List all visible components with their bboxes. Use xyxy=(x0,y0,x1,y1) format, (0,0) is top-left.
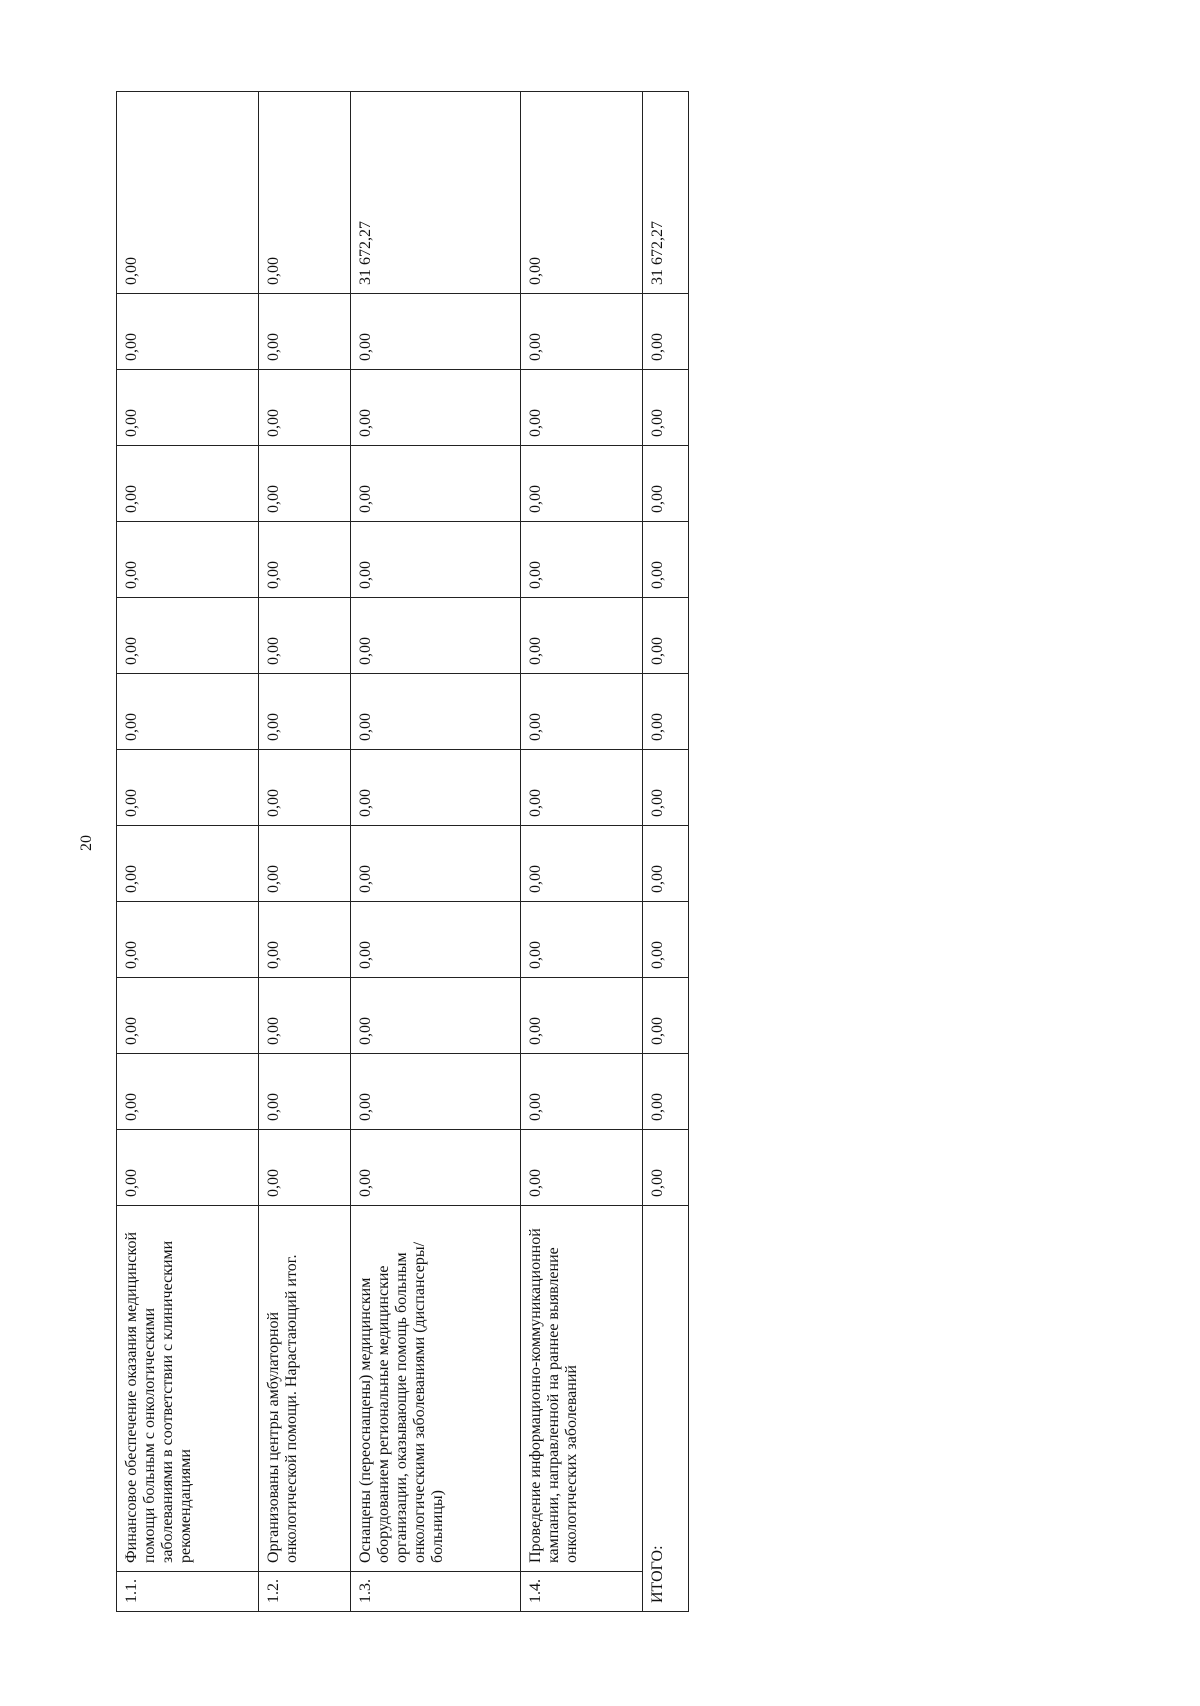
value-cell: 0,00 xyxy=(259,1130,351,1206)
value-cell: 0,00 xyxy=(643,1130,689,1206)
row-description: Финансовое обеспечение оказания медицинской помощи больным с онкологическими заболеваниями в соответствии с клиническими рекомендациями xyxy=(117,1206,259,1572)
value-cell: 0,00 xyxy=(643,750,689,826)
value-cell: 0,00 xyxy=(117,1130,259,1206)
value-cell: 0,00 xyxy=(351,522,521,598)
value-cell: 0,00 xyxy=(351,902,521,978)
row-number: 1.1. xyxy=(117,1572,259,1612)
rotated-table-container xyxy=(116,92,688,1612)
value-cell: 0,00 xyxy=(521,902,643,978)
value-cell: 0,00 xyxy=(117,1054,259,1130)
grand-total-cell: 31 672,27 xyxy=(643,92,689,294)
value-cell: 0,00 xyxy=(521,826,643,902)
value-cell: 0,00 xyxy=(259,750,351,826)
total-label: ИТОГО: xyxy=(643,1206,689,1612)
value-cell: 0,00 xyxy=(351,1054,521,1130)
value-cell: 0,00 xyxy=(521,1054,643,1130)
value-cell: 0,00 xyxy=(351,750,521,826)
table-body xyxy=(117,92,689,1612)
total-cell: 31 672,27 xyxy=(351,92,521,294)
value-cell: 0,00 xyxy=(117,674,259,750)
value-cell: 0,00 xyxy=(351,370,521,446)
value-cell: 0,00 xyxy=(259,598,351,674)
value-cell: 0,00 xyxy=(117,370,259,446)
value-cell: 0,00 xyxy=(351,826,521,902)
value-cell: 0,00 xyxy=(259,902,351,978)
value-cell: 0,00 xyxy=(643,978,689,1054)
value-cell: 0,00 xyxy=(117,750,259,826)
value-cell: 0,00 xyxy=(117,522,259,598)
value-cell: 0,00 xyxy=(643,902,689,978)
value-cell: 0,00 xyxy=(643,522,689,598)
total-cell: 0,00 xyxy=(259,92,351,294)
value-cell: 0,00 xyxy=(117,598,259,674)
total-cell: 0,00 xyxy=(117,92,259,294)
value-cell: 0,00 xyxy=(259,674,351,750)
table-row xyxy=(117,92,259,1612)
table-row xyxy=(521,92,643,1612)
value-cell: 0,00 xyxy=(259,826,351,902)
page-number: 20 xyxy=(78,835,95,851)
row-number: 1.4. xyxy=(521,1572,643,1612)
value-cell: 0,00 xyxy=(643,826,689,902)
value-cell: 0,00 xyxy=(643,1054,689,1130)
value-cell: 0,00 xyxy=(351,978,521,1054)
value-cell: 0,00 xyxy=(643,294,689,370)
value-cell: 0,00 xyxy=(643,598,689,674)
value-cell: 0,00 xyxy=(521,522,643,598)
value-cell: 0,00 xyxy=(521,598,643,674)
value-cell: 0,00 xyxy=(521,294,643,370)
value-cell: 0,00 xyxy=(117,446,259,522)
value-cell: 0,00 xyxy=(259,978,351,1054)
value-cell: 0,00 xyxy=(259,522,351,598)
value-cell: 0,00 xyxy=(117,826,259,902)
value-cell: 0,00 xyxy=(351,598,521,674)
value-cell: 0,00 xyxy=(521,370,643,446)
value-cell: 0,00 xyxy=(259,370,351,446)
value-cell: 0,00 xyxy=(117,978,259,1054)
row-description: Проведение информационно-коммуникационной кампании, направленной на раннее выявление онкологических заболеваний xyxy=(521,1206,643,1572)
value-cell: 0,00 xyxy=(259,446,351,522)
row-description: Организованы центры амбулаторной онкологической помощи. Нарастающий итог. xyxy=(259,1206,351,1572)
value-cell: 0,00 xyxy=(521,750,643,826)
rotated-table xyxy=(116,92,688,1612)
value-cell: 0,00 xyxy=(643,370,689,446)
value-cell: 0,00 xyxy=(351,446,521,522)
value-cell: 0,00 xyxy=(351,294,521,370)
value-cell: 0,00 xyxy=(259,1054,351,1130)
value-cell: 0,00 xyxy=(521,978,643,1054)
total-row xyxy=(643,92,689,1612)
table-row xyxy=(351,92,521,1612)
table-row xyxy=(259,92,351,1612)
value-cell: 0,00 xyxy=(643,446,689,522)
row-description: Оснащены (переоснащены) медицинским оборудованием региональные медицинские организации, оказывающие помощь больным онкологическими заболеваниями (диспансеры/больницы) xyxy=(351,1206,521,1572)
value-cell: 0,00 xyxy=(117,902,259,978)
value-cell: 0,00 xyxy=(521,1130,643,1206)
value-cell: 0,00 xyxy=(521,446,643,522)
value-cell: 0,00 xyxy=(259,294,351,370)
value-cell: 0,00 xyxy=(521,674,643,750)
row-number: 1.2. xyxy=(259,1572,351,1612)
value-cell: 0,00 xyxy=(351,1130,521,1206)
row-number: 1.3. xyxy=(351,1572,521,1612)
total-cell: 0,00 xyxy=(521,92,643,294)
value-cell: 0,00 xyxy=(643,674,689,750)
value-cell: 0,00 xyxy=(117,294,259,370)
value-cell: 0,00 xyxy=(351,674,521,750)
budget-table xyxy=(116,91,689,1612)
